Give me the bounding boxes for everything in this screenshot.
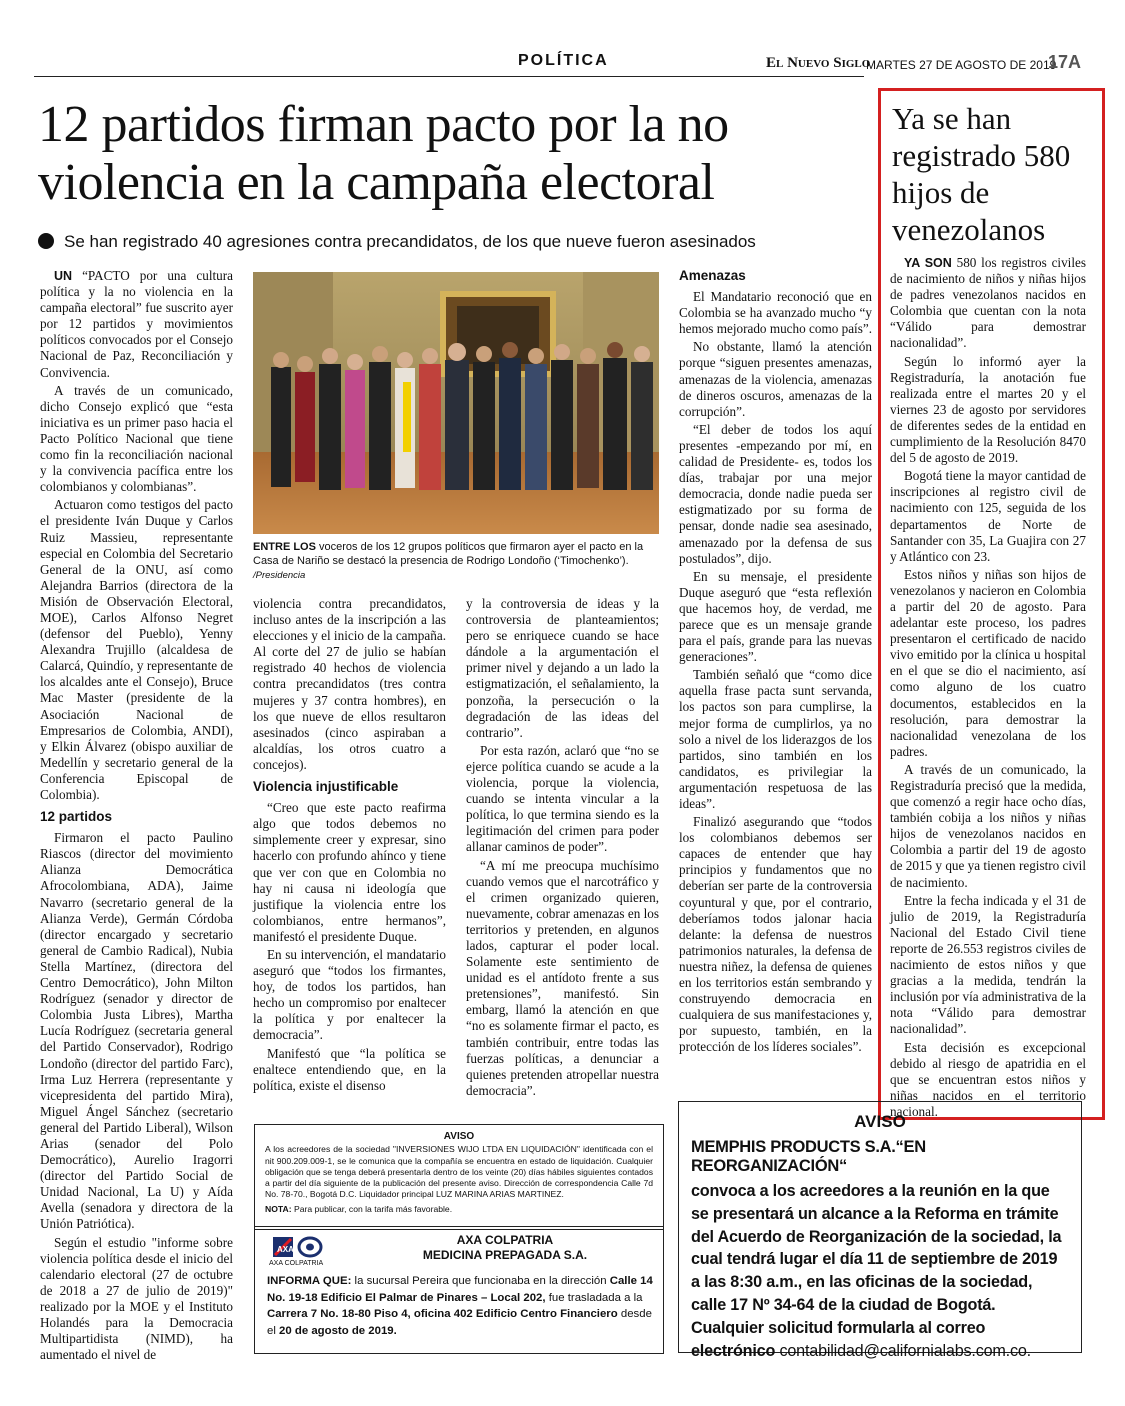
paragraph: Firmaron el pacto Paulino Riascos (director del movimiento Alianza Democrática Afrocolombiana, ADA), Jaime Navarro (secretario general de la Alianza Verde), Germán Córdoba (director encargado y secretario general de Cambio Radical), Nubia Stella Martínez, (directora del Centro Democrático), John Milton Rodríguez (senador y director de Colombia Justa Libres), Martha Lucía Rodríguez (secretaria general del Partido Conservador), Rodrigo Londoño (director del partido Farc), Irma Luz Herrera (representante y vicepresidenta del partido Mira), Miguel Ángel Sánchez (secretario general del Partido Liberal), Wilson Arias (senador del Polo Democrático), Aurelio Iragorri (director del Partido Social de Unidad Nacional, La U) y Aída Avella (senadora y directora de la Unión Patriótica). [40, 830, 233, 1232]
paragraph: Manifestó que “la política se enaltece entendiendo que, en la política, existe el disenso [253, 1045, 446, 1093]
ad-note-text: Para publicar, con la tarifa más favorable. [293, 1203, 453, 1214]
paragraph: A través de un comunicado, dicho Consejo explicó que “esta iniciativa es un primer paso hacia el Pacto Político Nacional que tiene como fin la reconciliación nacional y la convivencia pacífica entre los colombianos y colombianas”. [40, 382, 233, 495]
ad-note [265, 1204, 653, 1215]
sidebar-column [890, 255, 1086, 1122]
svg-text:AXA: AXA [277, 1245, 294, 1254]
paragraph: En su mensaje, el presidente Duque aseguró que “esta reflexión que hacemos hoy, de verdad, me parece que es un mensaje grande para el país, grande para las nuevas generaciones”. [679, 568, 872, 665]
ad-title: AVISO [443, 1131, 475, 1142]
subheading-partidos: 12 partidos [40, 809, 113, 825]
ad-note-label: NOTA: [265, 1203, 292, 1214]
paragraph: Por esta razón, aclaró que “no se ejerce política cuando se acude a la violencia, porque la violencia, cuando se intenta vincular a la política, lo que termina siendo es la legitimación del crimen para poder allanar caminos de poder”. [466, 742, 659, 855]
subheading-amenazas: Amenazas [679, 268, 746, 283]
article-headline: 12 partidos firman pacto por la no violencia en la campaña electoral [38, 96, 729, 211]
axa-old-address: Calle 14 No. 19-18 Edificio El Palmar de Pinares – Local 202, [267, 1275, 653, 1304]
ad-title: AVISO [854, 1112, 906, 1131]
article-column-1 [40, 268, 233, 1365]
paragraph: Según el estudio "informe sobre violencia política desde el inicio del calendario electoral (27 de octubre de 2018 a 27 de julio de 2019)" realizado por la MOE y el Instituto Holandés para la Democracia Multipartidista (NIMD), ha aumentado el nivel de [40, 1234, 233, 1363]
memphis-notice-ad [678, 1101, 1082, 1360]
ad-body: A los acreedores de la sociedad "INVERSIONES WIJO LTDA EN LIQUIDACIÓN" identificada con el nit 900.209.009-1, se le comunica que la compañía se encuentra en estado de liquidación. Cualquier obligación que se tenga deberá presentarla dentro de los veinte (20) días hábiles siguientes contados a partir del día siguiente de la publicación del presente aviso. Dirección de correspondencia Calle 7d No. 78-70., Bogotá D.C. Liquidador principal LUZ MARINA ARIAS MARTINEZ. [265, 1144, 653, 1200]
paragraph: “Creo que este pacto reafirma algo que todos debemos no simplemente creer y expresar, sino hacerlo con profundo ahínco y tiene que ver con que en Colombia no hay ni causa ni ideología que justifique la violencia entre los colombianos, entre hermanos”, manifestó el presidente Duque. [253, 800, 446, 944]
ad-email: contabilidad@californialabs.com.co. [779, 1341, 1031, 1360]
axa-colpatria-ad [254, 1226, 664, 1354]
paragraph: No obstante, llamó la atención porque “siguen presentes amenazas, amenazas de la violencia, amenazas de dineros oscuros, amenazas de la corrupción”. [679, 339, 872, 419]
article-column-4 [679, 268, 872, 1058]
subhead-text: Se han registrado 40 agresiones contra precandidatos, de los que nueve fueron asesinados [64, 232, 756, 251]
lead-word: YA SON [904, 256, 952, 270]
axa-logo-text: AXA COLPATRIA [269, 1260, 324, 1267]
ad-body [691, 1180, 1069, 1362]
axa-text: la sucursal Pereira que funcionaba en la dirección [354, 1275, 607, 1287]
group-photo-image [253, 272, 659, 534]
paragraph: Estos niños y niñas son hijos de venezolanos y nacieron en Colombia a partir del 20 de agosto. Para adelantar este proceso, los padres presentaron el certificado de nacido vivo emitido por la clínica u hospital en el que se dio el nacimiento, así como alguno de los cuatro documentos, establecidos en la resolución, para demostrar la nacionalidad venezolana de los padres. [890, 566, 1086, 759]
legal-notice-ad [254, 1124, 664, 1230]
axa-title-2: MEDICINA PREPAGADA S.A. [422, 1248, 588, 1262]
paragraph: Actuaron como testigos del pacto el presidente Iván Duque y Carlos Ruiz Massieu, representante especial en Colombia del Secretario General de la ONU, así como Alejandra Barrios (directora de la Misión de Observación Electoral, MOE), Carlos Alfonso Negret (defensor del Pueblo), Yenny Alexandra Trujillo (alcaldesa de Calarcá, Quindío, y representante de los alcaldes ante el Consejo), Bruce Mac Master (presidente de la Asociación Nacional de Empresarios de Colombia, ANDI), y Elkin Álvarez (obispo auxiliar de Medellín y secretario general de la Conferencia Episcopal de Colombia). [40, 497, 233, 802]
photo-caption [253, 540, 659, 583]
article-subhead [38, 232, 868, 252]
axa-title [355, 1233, 655, 1263]
paragraph: En su intervención, el mandatario aseguró que “todos los firmantes, hoy, de todos los partidos, han hecho un compromiso por enaltecer la política y por enaltecer la democracia”. [253, 946, 446, 1043]
paragraph: Según lo informó ayer la Registraduría, la anotación fue realizada entre el martes 20 y el viernes 23 de agosto por servidores de diferentes sedes de la entidad en cumplimiento de la Resolución 8470 del 5 de agosto de 2019. [890, 353, 1086, 466]
axa-title-1: AXA COLPATRIA [456, 1233, 554, 1247]
paragraph: Bogotá tiene la mayor cantidad de inscripciones al registro civil de nacimiento con 125, seguida de los departamentos de Norte de Santander con 35, La Guajira con 27 y Atlántico con 23. [890, 468, 1086, 564]
header-rule [34, 76, 864, 77]
section-label: POLÍTICA [518, 52, 609, 69]
paragraph: “El deber de todos los aquí presentes -empezando por mí, en calidad de Presidente- es, todos los días, trabajar por una mejor democracia, donde nadie pueda ser estigmatizado por su forma de pensar, donde nadie sea asesinado, amenazado por la defensa de sus postulados”, dijo. [679, 421, 872, 566]
axa-new-address: Carrera 7 No. 18-80 Piso 4, oficina 402 Edificio Centro Financiero [267, 1308, 618, 1320]
paragraph [40, 268, 233, 381]
ad-body-text: convoca a los acreedores a la reunión en la que se presentará un alcance a la Reforma en trámite del Acuerdo de Reorganización de la sociedad, la cual tendrá lugar el día 11 de septiembre de 2019 a las 8:30 a.m., en las oficinas de la sociedad, calle 17 Nº 34-64 de la ciudad de Bogotá. Cualquier solicitud formularla al correo electrónico [691, 1182, 1062, 1360]
edition-date: MARTES 27 DE AGOSTO DE 2019 [866, 58, 1057, 72]
axa-text: fue trasladada a la [548, 1291, 643, 1304]
paragraph: Finalizó asegurando que “todos los colombianos debemos ser capaces de entender que hay principios y fundamentos que no deberían ser parte de la controversia coyuntural y que, por el contrario, deberíamos todos jalonar hacia delante: la defensa de nuestros patrimonios naturales, la defensa de nuestra niñez, la defensa de quienes en los territorios están sembrando y construyendo democracia en cualquiera de sus manifestaciones y, por supuesto, también, en la protección de los líderes sociales”. [679, 814, 872, 1055]
paragraph: A través de un comunicado, la Registraduría precisó que la medida, que comenzó a regir hace ocho días, también cobija a los niños y niñas hijos de venezolanos nacidos en Colombia a partir del 19 de agosto de 2015 y que ya tienen registro civil de nacimiento. [890, 761, 1086, 890]
page-number: 17A [1048, 52, 1082, 72]
sidebar-headline: Ya se han registrado 580 hijos de venezolanos [892, 101, 1071, 247]
axa-text: desde el [267, 1308, 652, 1337]
paragraph: y la controversia de ideas y la controversia de planteamientos; pero se enriquece cuando se hace dándole a la argumentación el primer nivel y dejando a un lado la estigmatización, el señalamiento, la ponzoña, la persecución o la degradación de las ideas del contrario”. [466, 596, 659, 740]
axa-body [267, 1273, 655, 1339]
paragraph-text: 580 los registros civiles de nacimiento de niños y niñas hijos de padres venezolanos nacidos en Colombia que cuentan con la nota “Válido para demostrar nacionalidad”. [890, 255, 1086, 351]
axa-inform: INFORMA QUE: [267, 1275, 352, 1287]
lead-word: UN [54, 269, 73, 283]
article-photo [253, 272, 659, 534]
photo-credit: /Presidencia [253, 570, 306, 581]
caption-text: voceros de los 12 grupos políticos que firmaron ayer el pacto en la Casa de Nariño se destacó la presencia de Rodrigo Londoño (‘Timochenko’). [253, 541, 644, 567]
paragraph-text: “PACTO por una cultura política y la no violencia en la campaña electoral” fue suscrito ayer por 12 partidos y movimientos políticos convocados por el Consejo Nacional de Paz, Reconciliación y Convivencia. [40, 268, 233, 380]
paragraph: Entre la fecha indicada y el 31 de julio de 2019, la Registraduría Nacional del Estado Civil tiene reporte de 26.553 registros civiles de nacimiento de estos niños y que gracias a la medida, tendrán la inclusión por vía administrativa de la nota “Válido para demostrar nacionalidad”. [890, 892, 1086, 1037]
article-column-3 [466, 596, 659, 1101]
paragraph [890, 255, 1086, 352]
bullet-icon [38, 233, 54, 249]
ad-company: MEMPHIS PRODUCTS S.A.“EN REORGANIZACIÓN“ [691, 1138, 926, 1175]
paragraph: violencia contra precandidatos, incluso antes de la inscripción a las elecciones y el inicio de la campaña. Al corte del 27 de julio se habían registrado 40 hechos de violencia contra precandidatos (tres contra mujeres y 37 contra hombres), en los que nueve de ellos resultaron asesinados (cinco aspiraban a alcaldías, los otros cuatro a concejos). [253, 596, 446, 772]
paragraph: También señaló que “como dice aquella frase pacta sunt servanda, los pactos son para cumplirse, la mejor forma de cumplirlos, ya no solo a nivel de los liderazgos de los partidos, sino también en los candidatos, es privilegiar la argumentación respetuosa de las ideas”. [679, 667, 872, 811]
paragraph: El Mandatario reconoció que en Colombia se ha avanzado mucho “y hemos mejorado mucho como país”. [679, 289, 873, 337]
paragraph: Esta decisión es excepcional debido al riesgo de apatridia en el que se encuentran estos niños y niñas nacidos en el territorio nacional. [890, 1039, 1086, 1119]
caption-lead: ENTRE LOS [253, 541, 316, 553]
subheading-violencia: Violencia injustificable [253, 779, 399, 795]
paragraph: “A mí me preocupa muchísimo cuando vemos que el narcotráfico y el crimen organizado quieren, nuevamente, cobrar amenazas en los territorios y pretenden, en algunos lados, capturar el poder local. Solamente este sentimiento de unidad es el antídoto frente a sus pretensiones”, manifestó. Sin embarg, llamó la atención en que “no es solamente firmar el pacto, es también contribuir, entre todas las fuerzas políticas, a denunciar a quienes pretenden atropellar nuestra democracia”. [466, 857, 659, 1098]
article-column-2 [253, 596, 446, 1096]
newspaper-name: El Nuevo Siglo [766, 55, 871, 71]
axa-date: 20 de agosto de 2019. [279, 1324, 397, 1337]
axa-logo [265, 1233, 345, 1269]
